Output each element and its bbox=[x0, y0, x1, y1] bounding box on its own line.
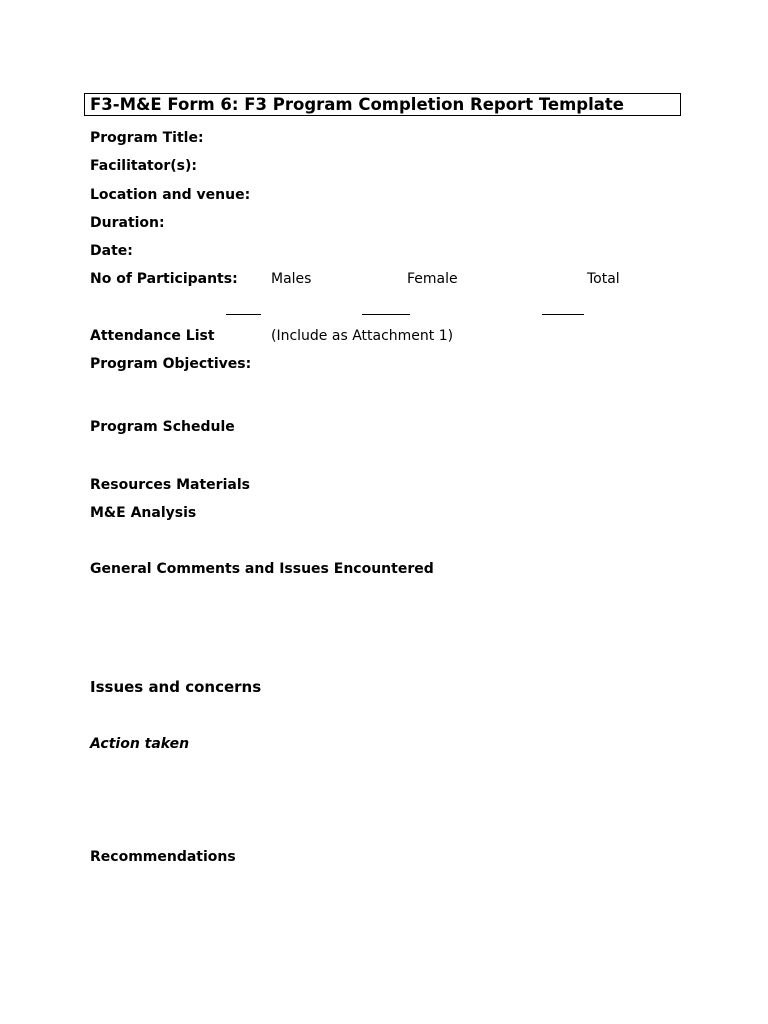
total-blank-line bbox=[542, 314, 584, 315]
location-label: Location and venue: bbox=[90, 187, 251, 203]
resources-label: Resources Materials bbox=[90, 477, 250, 493]
program-title-label: Program Title: bbox=[90, 130, 204, 146]
date-label: Date: bbox=[90, 243, 133, 259]
action-taken-label: Action taken bbox=[90, 736, 190, 752]
female-blank-line bbox=[362, 314, 410, 315]
schedule-label: Program Schedule bbox=[90, 419, 235, 435]
attendance-label: Attendance List bbox=[90, 328, 215, 344]
facilitators-label: Facilitator(s): bbox=[90, 158, 197, 174]
objectives-label: Program Objectives: bbox=[90, 356, 252, 372]
document-title: F3-M&E Form 6: F3 Program Completion Report Template bbox=[90, 95, 624, 114]
female-column-label: Female bbox=[407, 271, 458, 287]
issues-label: Issues and concerns bbox=[90, 678, 262, 696]
title-box bbox=[84, 93, 681, 116]
attendance-note: (Include as Attachment 1) bbox=[271, 328, 454, 344]
total-column-label: Total bbox=[587, 271, 620, 287]
males-column-label: Males bbox=[271, 271, 312, 287]
duration-label: Duration: bbox=[90, 215, 165, 231]
participants-label: No of Participants: bbox=[90, 271, 238, 287]
general-comments-label: General Comments and Issues Encountered bbox=[90, 561, 434, 577]
me-analysis-label: M&E Analysis bbox=[90, 505, 197, 521]
recommendations-label: Recommendations bbox=[90, 849, 236, 865]
males-blank-line bbox=[226, 314, 261, 315]
